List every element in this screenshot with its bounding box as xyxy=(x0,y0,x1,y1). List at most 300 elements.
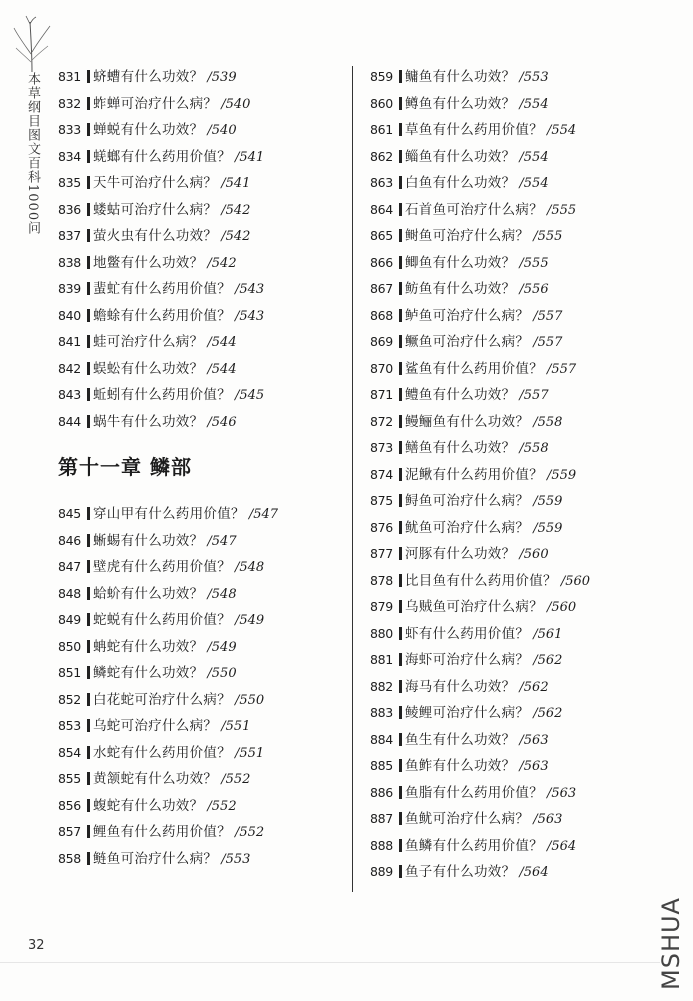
entry-question: 河豚有什么功效？ xyxy=(405,546,516,562)
entry-page-ref: /544 xyxy=(207,335,237,350)
entry-number: 862 xyxy=(370,148,393,164)
toc-right-column xyxy=(370,64,680,886)
entry-page-ref: /557 xyxy=(547,361,577,377)
entry-page-ref: /557 xyxy=(519,388,549,403)
entry-marker-bar xyxy=(399,388,402,401)
entry-number: 860 xyxy=(370,95,393,111)
toc-entry xyxy=(370,488,680,515)
entry-number: 886 xyxy=(370,784,393,800)
entry-marker-bar xyxy=(87,415,90,428)
entry-marker-bar xyxy=(399,309,402,322)
entry-marker-bar xyxy=(399,256,402,269)
entry-question: 蝼蛄可治疗什么病？ xyxy=(93,201,218,218)
toc-entry xyxy=(58,91,342,118)
entry-question: 鱼鳞有什么药用价值？ xyxy=(405,837,543,854)
entry-question: 蚱蝉可治疗什么病？ xyxy=(93,95,218,112)
entry-page-ref: /558 xyxy=(519,441,549,456)
toc-entry xyxy=(58,713,342,740)
entry-question: 蜗牛有什么功效？ xyxy=(93,413,204,430)
toc-entry xyxy=(58,819,342,846)
entry-marker-bar xyxy=(87,282,90,295)
entry-marker-bar xyxy=(399,547,402,560)
entry-marker-bar xyxy=(399,70,402,83)
entry-page-ref: /550 xyxy=(207,666,237,681)
toc-entry xyxy=(370,859,680,886)
entry-number: 888 xyxy=(370,837,393,853)
entry-question: 鳢鱼有什么功效？ xyxy=(405,387,516,403)
entry-question: 鳟鱼有什么功效？ xyxy=(405,95,516,112)
toc-entry xyxy=(370,806,680,833)
toc-entry xyxy=(58,170,342,197)
toc-entry xyxy=(370,727,680,754)
entry-marker-bar xyxy=(399,468,402,481)
entry-number: 880 xyxy=(370,625,393,641)
entry-number: 871 xyxy=(370,387,393,402)
toc-entry xyxy=(370,568,680,595)
entry-number: 858 xyxy=(58,850,81,866)
entry-page-ref: /560 xyxy=(547,600,577,615)
entry-marker-bar xyxy=(399,335,402,348)
entry-question: 鳜鱼可治疗什么病？ xyxy=(405,334,530,350)
entry-question: 泥鳅有什么药用价值？ xyxy=(405,466,543,483)
toc-entry xyxy=(370,170,680,197)
entry-question: 鲮鲤可治疗什么病？ xyxy=(405,705,530,721)
entry-marker-bar xyxy=(87,176,90,189)
entry-page-ref: /561 xyxy=(533,626,563,642)
entry-marker-bar xyxy=(87,507,90,520)
entry-page-ref: /555 xyxy=(533,229,563,244)
entry-question: 鱼鲊有什么功效？ xyxy=(405,758,516,774)
entry-marker-bar xyxy=(399,282,402,295)
entry-page-ref: /547 xyxy=(248,507,279,522)
entry-page-ref: /540 xyxy=(207,123,237,138)
entry-page-ref: /549 xyxy=(207,639,237,655)
entry-number: 832 xyxy=(58,95,81,111)
entry-question: 鲂鱼有什么功效？ xyxy=(405,281,516,297)
entry-page-ref: /543 xyxy=(235,282,265,297)
entry-marker-bar xyxy=(399,600,402,613)
entry-question: 鱿鱼可治疗什么病？ xyxy=(405,519,530,536)
entry-page-ref: /547 xyxy=(207,533,237,549)
entry-page-ref: /542 xyxy=(221,229,251,244)
entry-page-ref: /562 xyxy=(533,706,563,721)
toc-entry xyxy=(58,766,342,793)
entry-number: 870 xyxy=(370,360,393,376)
toc-entry xyxy=(370,250,680,277)
entry-question: 鲤鱼有什么药用价值？ xyxy=(93,824,231,840)
entry-question: 白鱼有什么功效？ xyxy=(405,175,516,191)
entry-page-ref: /553 xyxy=(221,851,251,867)
toc-entry xyxy=(370,594,680,621)
entry-marker-bar xyxy=(399,865,402,878)
entry-marker-bar xyxy=(399,415,402,428)
entry-question: 海虾可治疗什么病？ xyxy=(405,652,530,668)
entry-page-ref: /548 xyxy=(207,586,237,602)
entry-page-ref: /552 xyxy=(235,825,265,840)
entry-marker-bar xyxy=(87,534,90,547)
entry-question: 鱼鱿可治疗什么病？ xyxy=(405,811,530,827)
entry-number: 847 xyxy=(58,559,81,574)
entry-number: 861 xyxy=(370,122,393,137)
entry-page-ref: /556 xyxy=(519,282,549,297)
entry-marker-bar xyxy=(399,521,402,534)
entry-page-ref: /545 xyxy=(235,388,265,403)
watermark: MSHUA xyxy=(657,897,685,990)
entry-number: 859 xyxy=(370,69,393,84)
entry-question: 虾有什么药用价值？ xyxy=(405,625,530,642)
toc-entry xyxy=(58,581,342,608)
toc-entry xyxy=(370,647,680,674)
entry-number: 866 xyxy=(370,254,393,270)
entry-question: 鲈鱼可治疗什么病？ xyxy=(405,307,530,324)
entry-question: 鳗鲡鱼有什么功效？ xyxy=(405,413,530,430)
entry-number: 849 xyxy=(58,612,81,627)
entry-number: 869 xyxy=(370,334,393,349)
toc-entry xyxy=(58,687,342,714)
toc-entry xyxy=(370,515,680,542)
entry-question: 鱼脂有什么药用价值？ xyxy=(405,784,543,801)
entry-number: 883 xyxy=(370,705,393,720)
toc-entry xyxy=(58,117,342,144)
toc-entry xyxy=(58,197,342,224)
toc-entry xyxy=(370,674,680,701)
entry-number: 839 xyxy=(58,281,81,296)
entry-page-ref: /542 xyxy=(207,255,237,271)
toc-list-after-chapter xyxy=(58,501,342,872)
toc-entry xyxy=(370,780,680,807)
entry-page-ref: /554 xyxy=(519,176,549,191)
entry-number: 855 xyxy=(58,771,81,786)
page-number: 32 xyxy=(28,938,45,953)
entry-marker-bar xyxy=(399,733,402,746)
entry-marker-bar xyxy=(399,441,402,454)
entry-page-ref: /541 xyxy=(221,176,251,191)
entry-number: 877 xyxy=(370,546,393,561)
entry-marker-bar xyxy=(87,123,90,136)
entry-marker-bar xyxy=(399,706,402,719)
entry-number: 833 xyxy=(58,122,81,137)
entry-question: 鲫鱼有什么功效？ xyxy=(405,254,516,271)
entry-question: 穿山甲有什么药用价值？ xyxy=(93,506,245,522)
entry-marker-bar xyxy=(399,839,402,852)
toc-entry xyxy=(58,554,342,581)
entry-number: 874 xyxy=(370,466,393,482)
entry-question: 鳝鱼有什么功效？ xyxy=(405,440,516,456)
toc-entry xyxy=(58,382,342,409)
entry-page-ref: /560 xyxy=(560,573,591,589)
entry-number: 836 xyxy=(58,201,81,217)
entry-marker-bar xyxy=(87,613,90,626)
entry-number: 882 xyxy=(370,678,393,694)
entry-marker-bar xyxy=(87,388,90,401)
entry-page-ref: /541 xyxy=(235,149,265,165)
toc-entry xyxy=(370,223,680,250)
entry-question: 鲢鱼可治疗什么病？ xyxy=(93,850,218,867)
toc-entry xyxy=(58,634,342,661)
entry-page-ref: /557 xyxy=(533,335,563,350)
toc-entry xyxy=(58,660,342,687)
entry-question: 鲟鱼可治疗什么病？ xyxy=(405,493,530,509)
entry-question: 鳙鱼有什么功效？ xyxy=(405,69,516,85)
toc-entry xyxy=(58,740,342,767)
entry-number: 850 xyxy=(58,638,81,654)
entry-marker-bar xyxy=(87,256,90,269)
entry-page-ref: /546 xyxy=(207,414,237,430)
entry-number: 865 xyxy=(370,228,393,243)
entry-marker-bar xyxy=(87,587,90,600)
entry-page-ref: /548 xyxy=(235,560,265,575)
entry-number: 854 xyxy=(58,744,81,760)
entry-question: 壁虎有什么药用价值？ xyxy=(93,559,231,575)
entry-question: 蜈蚣有什么功效？ xyxy=(93,360,204,377)
entry-page-ref: /559 xyxy=(547,467,577,483)
entry-page-ref: /550 xyxy=(235,692,265,708)
entry-question: 水蛇有什么药用价值？ xyxy=(93,744,231,761)
entry-marker-bar xyxy=(87,746,90,759)
entry-question: 蜣螂有什么药用价值？ xyxy=(93,148,231,165)
entry-page-ref: /554 xyxy=(519,149,549,165)
entry-question: 鱼生有什么功效？ xyxy=(405,731,516,748)
entry-number: 876 xyxy=(370,519,393,535)
entry-number: 872 xyxy=(370,413,393,429)
entry-number: 863 xyxy=(370,175,393,190)
entry-question: 蜚虻有什么药用价值？ xyxy=(93,281,231,297)
entry-marker-bar xyxy=(87,362,90,375)
entry-page-ref: /544 xyxy=(207,361,237,377)
entry-marker-bar xyxy=(399,97,402,110)
toc-entry xyxy=(370,329,680,356)
entry-page-ref: /562 xyxy=(533,653,563,668)
entry-question: 鱼子有什么功效？ xyxy=(405,864,516,880)
entry-number: 840 xyxy=(58,307,81,323)
entry-marker-bar xyxy=(87,852,90,865)
toc-entry xyxy=(58,409,342,436)
toc-entry xyxy=(370,64,680,91)
entry-question: 天牛可治疗什么病？ xyxy=(93,175,218,191)
entry-question: 萤火虫有什么功效？ xyxy=(93,228,218,244)
entry-question: 鳞蛇有什么功效？ xyxy=(93,665,204,681)
toc-entry xyxy=(58,528,342,555)
toc-entry xyxy=(370,541,680,568)
entry-marker-bar xyxy=(87,825,90,838)
entry-question: 鲨鱼有什么药用价值？ xyxy=(405,360,543,377)
entry-marker-bar xyxy=(399,653,402,666)
entry-page-ref: /563 xyxy=(547,785,577,801)
entry-number: 846 xyxy=(58,532,81,548)
entry-marker-bar xyxy=(87,693,90,706)
entry-question: 蛇蜕有什么药用价值？ xyxy=(93,612,231,628)
entry-page-ref: /549 xyxy=(235,613,265,628)
entry-marker-bar xyxy=(87,560,90,573)
entry-question: 黄颔蛇有什么功效？ xyxy=(93,771,218,787)
entry-marker-bar xyxy=(87,70,90,83)
toc-entry xyxy=(370,356,680,383)
entry-page-ref: /558 xyxy=(533,414,563,430)
entry-question: 蚯蚓有什么药用价值？ xyxy=(93,387,231,403)
entry-question: 蟾蜍有什么药用价值？ xyxy=(93,307,231,324)
entry-page-ref: /542 xyxy=(221,202,251,218)
entry-question: 草鱼有什么药用价值？ xyxy=(405,122,543,138)
entry-page-ref: /551 xyxy=(235,745,265,761)
entry-page-ref: /552 xyxy=(207,798,237,814)
entry-number: 848 xyxy=(58,585,81,601)
entry-number: 884 xyxy=(370,731,393,747)
toc-entry xyxy=(370,91,680,118)
entry-question: 蛴螬有什么功效？ xyxy=(93,69,204,85)
entry-number: 834 xyxy=(58,148,81,164)
entry-number: 856 xyxy=(58,797,81,813)
entry-number: 887 xyxy=(370,811,393,826)
entry-marker-bar xyxy=(87,309,90,322)
entry-page-ref: /540 xyxy=(221,96,251,112)
entry-marker-bar xyxy=(399,229,402,242)
entry-marker-bar xyxy=(399,574,402,587)
entry-marker-bar xyxy=(87,203,90,216)
entry-number: 879 xyxy=(370,599,393,614)
entry-number: 864 xyxy=(370,201,393,217)
toc-entry xyxy=(370,753,680,780)
entry-question: 鲻鱼有什么功效？ xyxy=(405,148,516,165)
entry-number: 889 xyxy=(370,864,393,879)
entry-question: 白花蛇可治疗什么病？ xyxy=(93,691,231,708)
entry-page-ref: /562 xyxy=(519,679,549,695)
toc-entry xyxy=(58,250,342,277)
entry-marker-bar xyxy=(87,666,90,679)
entry-number: 868 xyxy=(370,307,393,323)
toc-entry xyxy=(370,144,680,171)
entry-question: 海马有什么功效？ xyxy=(405,678,516,695)
entry-page-ref: /555 xyxy=(519,255,549,271)
entry-page-ref: /563 xyxy=(533,812,563,827)
entry-marker-bar xyxy=(399,123,402,136)
entry-number: 881 xyxy=(370,652,393,667)
entry-question: 蝉蜕有什么功效？ xyxy=(93,122,204,138)
toc-entry xyxy=(58,223,342,250)
entry-number: 838 xyxy=(58,254,81,270)
entry-marker-bar xyxy=(399,627,402,640)
entry-page-ref: /554 xyxy=(547,123,577,138)
entry-marker-bar xyxy=(399,759,402,772)
entry-number: 835 xyxy=(58,175,81,190)
entry-page-ref: /551 xyxy=(221,719,251,734)
toc-entry xyxy=(58,144,342,171)
toc-list-before-chapter xyxy=(58,64,342,435)
entry-number: 845 xyxy=(58,506,81,521)
toc-entry xyxy=(370,276,680,303)
entry-page-ref: /564 xyxy=(519,865,549,880)
entry-page-ref: /554 xyxy=(519,96,549,112)
entry-number: 852 xyxy=(58,691,81,707)
entry-number: 842 xyxy=(58,360,81,376)
entry-number: 844 xyxy=(58,413,81,429)
entry-page-ref: /559 xyxy=(533,520,563,536)
entry-marker-bar xyxy=(399,812,402,825)
entry-number: 873 xyxy=(370,440,393,455)
toc-entry xyxy=(370,382,680,409)
entry-marker-bar xyxy=(87,799,90,812)
entry-marker-bar xyxy=(87,335,90,348)
entry-page-ref: /557 xyxy=(533,308,563,324)
entry-number: 851 xyxy=(58,665,81,680)
toc-entry xyxy=(58,501,342,528)
toc-entry xyxy=(58,64,342,91)
chapter-heading: 第十一章 鳞部 xyxy=(58,455,192,479)
entry-marker-bar xyxy=(399,786,402,799)
entry-marker-bar xyxy=(399,176,402,189)
toc-entry xyxy=(58,276,342,303)
entry-page-ref: /563 xyxy=(519,732,549,748)
entry-question: 鲥鱼可治疗什么病？ xyxy=(405,228,530,244)
toc-entry xyxy=(370,197,680,224)
toc-entry xyxy=(370,833,680,860)
entry-page-ref: /553 xyxy=(519,70,549,85)
entry-page-ref: /564 xyxy=(547,838,577,854)
entry-number: 843 xyxy=(58,387,81,402)
toc-entry xyxy=(58,303,342,330)
entry-marker-bar xyxy=(399,362,402,375)
entry-question: 乌蛇可治疗什么病？ xyxy=(93,718,218,734)
entry-question: 蜥蜴有什么功效？ xyxy=(93,532,204,549)
toc-list-right xyxy=(370,64,680,886)
entry-marker-bar xyxy=(399,150,402,163)
toc-entry xyxy=(370,700,680,727)
entry-number: 837 xyxy=(58,228,81,243)
entry-page-ref: /563 xyxy=(519,759,549,774)
entry-question: 蛙可治疗什么病？ xyxy=(93,334,204,350)
column-divider xyxy=(352,66,353,892)
toc-entry xyxy=(370,462,680,489)
entry-number: 857 xyxy=(58,824,81,839)
entry-number: 885 xyxy=(370,758,393,773)
entry-marker-bar xyxy=(399,494,402,507)
entry-marker-bar xyxy=(87,97,90,110)
entry-number: 853 xyxy=(58,718,81,733)
toc-left-column xyxy=(58,64,342,872)
entry-marker-bar xyxy=(399,203,402,216)
entry-number: 831 xyxy=(58,69,81,84)
toc-entry xyxy=(370,117,680,144)
toc-entry xyxy=(370,435,680,462)
entry-number: 841 xyxy=(58,334,81,349)
entry-page-ref: /559 xyxy=(533,494,563,509)
book-title-vertical: 本草纲目图文百科1000问 xyxy=(25,72,40,236)
entry-question: 蝮蛇有什么功效？ xyxy=(93,797,204,814)
entry-question: 石首鱼可治疗什么病？ xyxy=(405,201,543,218)
toc-entry xyxy=(58,356,342,383)
entry-marker-bar xyxy=(399,680,402,693)
entry-marker-bar xyxy=(87,150,90,163)
entry-marker-bar xyxy=(87,640,90,653)
bottom-rule xyxy=(0,962,660,963)
toc-entry xyxy=(370,409,680,436)
toc-entry xyxy=(58,793,342,820)
toc-entry xyxy=(58,846,342,873)
entry-page-ref: /560 xyxy=(519,547,549,562)
entry-marker-bar xyxy=(87,772,90,785)
toc-entry xyxy=(58,329,342,356)
entry-question: 蛤蚧有什么功效？ xyxy=(93,585,204,602)
entry-page-ref: /539 xyxy=(207,70,237,85)
entry-page-ref: /552 xyxy=(221,772,251,787)
entry-marker-bar xyxy=(87,229,90,242)
entry-marker-bar xyxy=(87,719,90,732)
entry-number: 878 xyxy=(370,572,393,588)
entry-page-ref: /543 xyxy=(235,308,265,324)
entry-question: 地鳖有什么功效？ xyxy=(93,254,204,271)
toc-entry xyxy=(58,607,342,634)
plant-sketch-icon xyxy=(10,14,54,74)
toc-entry xyxy=(370,303,680,330)
